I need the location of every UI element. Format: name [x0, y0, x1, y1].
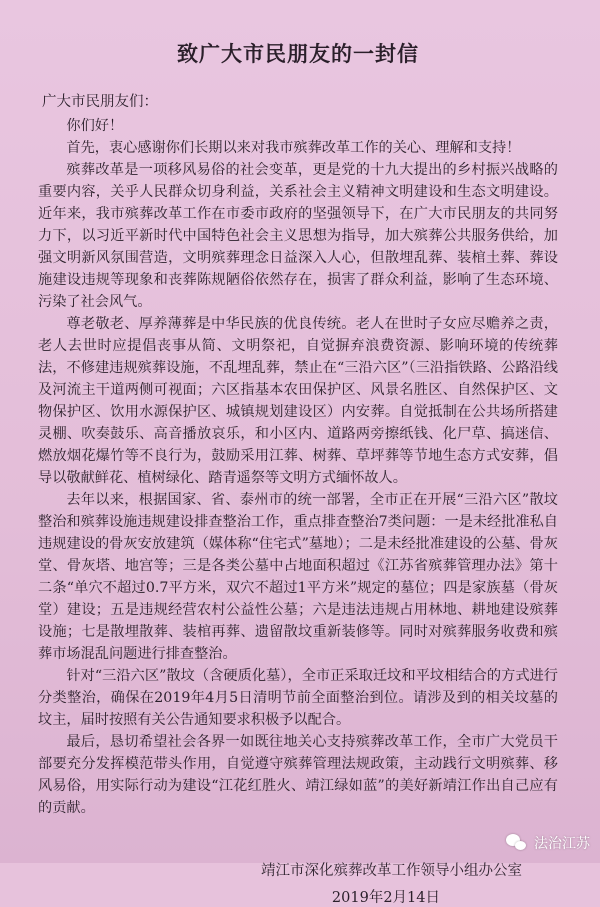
- letter-paragraph-3: 尊老敬老、厚养薄葬是中华民族的优良传统。老人在世时子女应尽赡养之责，老人去世时应提倡丧事从简、文明祭祀，自觉摒弃浪费资源、影响环境的传统葬法，不修建违规殡葬设施，不乱埋乱葬，禁止在“三沿六区”（三沿指铁路、公路沿线及河流主干道两侧可视面；六区指基本农田保护区、风景名胜区、自然保护区、文物保护区、饮用水源保护区、城镇规划建设区）内安葬。自觉抵制在公共场所搭建灵棚、吹奏鼓乐、高音播放哀乐，和小区内、道路两旁擦纸钱、化尸草、搞迷信、燃放烟花爆竹等不良行为，鼓励采用江葬、树葬、草坪葬等节地生态方式安葬，倡导以敬献鲜花、植树绿化、踏青遥祭等文明方式缅怀故人。: [38, 316, 558, 486]
- watermark-text: 法治江苏: [534, 836, 590, 852]
- letter-paragraph-2: 殡葬改革是一项移风易俗的社会变革，更是党的十九大提出的乡村振兴战略的重要内容，关乎人民群众切身利益，关系社会主义精神文明建设和生态文明建设。近年来，我市殡葬改革工作在市委市政府的坚强领导下，在广大市民朋友的共同努力下，以习近平新时代中国特色社会主义思想为指导，加大殡葬公共服务供给，加强文明新风氛围营造，文明殡葬理念日益深入人心，但散埋乱葬、装棺土葬、葬设施建设违规等现象和丧葬陈规陋俗依然存在，损害了群众利益，影响了生态环境、污染了社会风气。: [38, 162, 558, 310]
- letter-date: 2019年2月14日: [331, 890, 440, 906]
- wechat-icon: [506, 834, 528, 852]
- letter-paragraph-6: 最后，恳切希望社会各界一如既往地关心支持殡葬改革工作，全市广大党员干部要充分发挥模范带头作用，自觉遵守殡葬管理法规政策，主动践行文明殡葬、移风易俗，用实际行动为建设“江花红胜火、靖江绿如蓝”的美好新靖江作出自己应有的贡献。: [38, 734, 558, 816]
- letter-paragraph-1: 首先，衷心感谢你们长期以来对我市殡葬改革工作的关心、理解和支持！: [66, 140, 521, 156]
- source-watermark: [506, 833, 590, 853]
- letter-title: 致广大市民朋友的一封信: [177, 41, 419, 66]
- letter-salutation: 广大市民朋友们：: [42, 94, 158, 110]
- letter-greeting: 你们好！: [66, 118, 124, 134]
- letter-paragraph-5: 针对“三沿六区”散坟（含硬质化墓），全市正采取迁坟和平坟相结合的方式进行分类整治，确保在2019年4月5日清明节前全面整治到位。请涉及到的相关坟墓的坟主，届时按照有关公告通知要求积极予以配合。: [38, 668, 558, 728]
- letter-paragraph-4: 去年以来，根据国家、省、泰州市的统一部署，全市正在开展“三沿六区”散坟整治和殡葬设施违规建设排查整治工作，重点排查整治7类问题：一是未经批准私自违规建设的骨灰安放建筑（媒体称“住宅式”墓地）；二是未经批准建设的公墓、骨灰堂、骨灰塔、地宫等；三是各类公墓中占地面积超过《江苏省殡葬管理办法》第十二条“单穴不超过0.7平方米，双穴不超过1平方米”规定的墓位；四是家族墓（骨灰堂）建设；五是违规经营农村公益性公墓；六是违法违规占用林地、耕地建设殡葬设施；七是散埋散葬、装棺再葬、遗留散坟重新装修等。同时对殡葬服务收费和殡葬市场混乱问题进行排查整治。: [38, 492, 558, 662]
- letter-signature: 靖江市深化殡葬改革工作领导小组办公室: [261, 863, 522, 879]
